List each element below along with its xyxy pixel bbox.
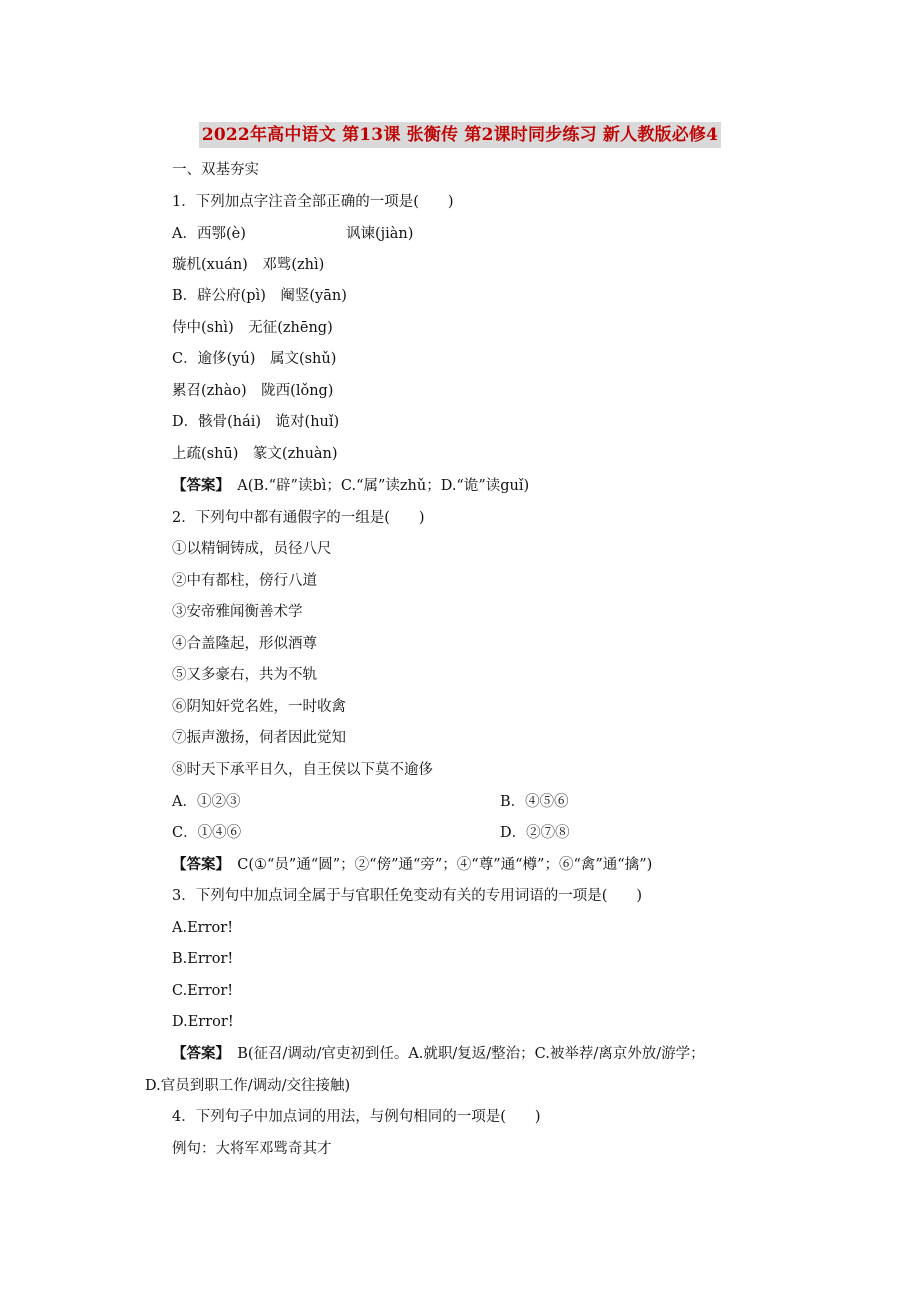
- q2-option-c: C．①④⑥: [172, 825, 242, 841]
- q1-option-d-2: 上疏(shū) 篆文(zhuàn): [172, 446, 338, 462]
- q2-item-6: ⑥阴知奸党名姓，一时收禽: [172, 699, 346, 715]
- q4-stem: 4．下列句子中加点词的用法，与例句相同的一项是( ): [172, 1109, 541, 1125]
- q3-option-d: D.Error!: [172, 1014, 234, 1030]
- page-title: 2022年高中语文 第13课 张衡传 第2课时同步练习 新人教版必修4: [199, 122, 721, 148]
- section-heading: 一、双基夯实: [172, 162, 259, 178]
- q2-option-d: D．②⑦⑧: [500, 825, 570, 841]
- q1-option-a-3: 璇机(xuán) 邓骘(zhì): [172, 257, 325, 273]
- q3-answer-continued: D.官员到职工作/调动/交往接触): [145, 1078, 351, 1094]
- q1-stem: 1．下列加点字注音全部正确的一项是( ): [172, 194, 454, 210]
- q1-option-c-2: 累召(zhào) 陇西(lǒng): [172, 383, 334, 399]
- q2-item-3: ③安帝雅闻衡善术学: [172, 604, 303, 620]
- q1-answer-text: A(B.“辟”读bì；C.“属”读zhǔ；D.“诡”读guǐ): [237, 478, 530, 494]
- answer-label: 【答案】: [172, 1045, 223, 1062]
- q3-answer: [172, 1044, 705, 1064]
- q3-stem: 3．下列句中加点词全属于与官职任免变动有关的专用词语的一项是( ): [172, 888, 643, 904]
- q4-example: 例句：大将军邓骘奇其才: [172, 1141, 332, 1157]
- q2-option-a: A．①②③: [172, 794, 241, 810]
- q1-option-a-1: A．西鄂(è): [172, 226, 246, 242]
- title-row: [0, 122, 920, 148]
- q3-answer-text-1: B(征召/调动/官吏初到任。A.就职/复返/整治；C.被举荐/离京外放/游学；: [237, 1046, 705, 1062]
- q2-item-1: ①以精铜铸成，员径八尺: [172, 541, 332, 557]
- q1-option-b-2: 侍中(shì) 无征(zhēng): [172, 320, 333, 336]
- q3-option-a: A.Error!: [172, 920, 234, 936]
- q2-answer: [172, 855, 652, 875]
- q3-option-c: C.Error!: [172, 983, 234, 999]
- q2-item-4: ④合盖隆起，形似酒尊: [172, 636, 317, 652]
- q2-item-2: ②中有都柱，傍行八道: [172, 573, 317, 589]
- q3-option-b: B.Error!: [172, 951, 234, 967]
- q2-item-5: ⑤又多豪右，共为不轨: [172, 667, 317, 683]
- answer-label: 【答案】: [172, 856, 223, 873]
- q2-stem: 2．下列句中都有通假字的一组是( ): [172, 510, 425, 526]
- q1-option-b-1: B．辟公府(pì) 阉竖(yān): [172, 288, 347, 304]
- q2-answer-text: C(①“员”通“圆”；②“傍”通“旁”；④“尊”通“樽”；⑥“禽”通“擒”): [237, 857, 653, 873]
- q1-option-c-1: C．逾侈(yú) 属文(shǔ): [172, 351, 337, 367]
- q1-option-a-2: 讽谏(jiàn): [346, 226, 414, 242]
- q1-answer: [172, 476, 529, 496]
- q2-option-b: B．④⑤⑥: [500, 794, 569, 810]
- q2-item-7: ⑦振声激扬，伺者因此觉知: [172, 730, 346, 746]
- q1-option-d-1: D．骸骨(hái) 诡对(huǐ): [172, 414, 340, 430]
- q2-item-8: ⑧时天下承平日久，自王侯以下莫不逾侈: [172, 762, 433, 778]
- answer-label: 【答案】: [172, 477, 223, 494]
